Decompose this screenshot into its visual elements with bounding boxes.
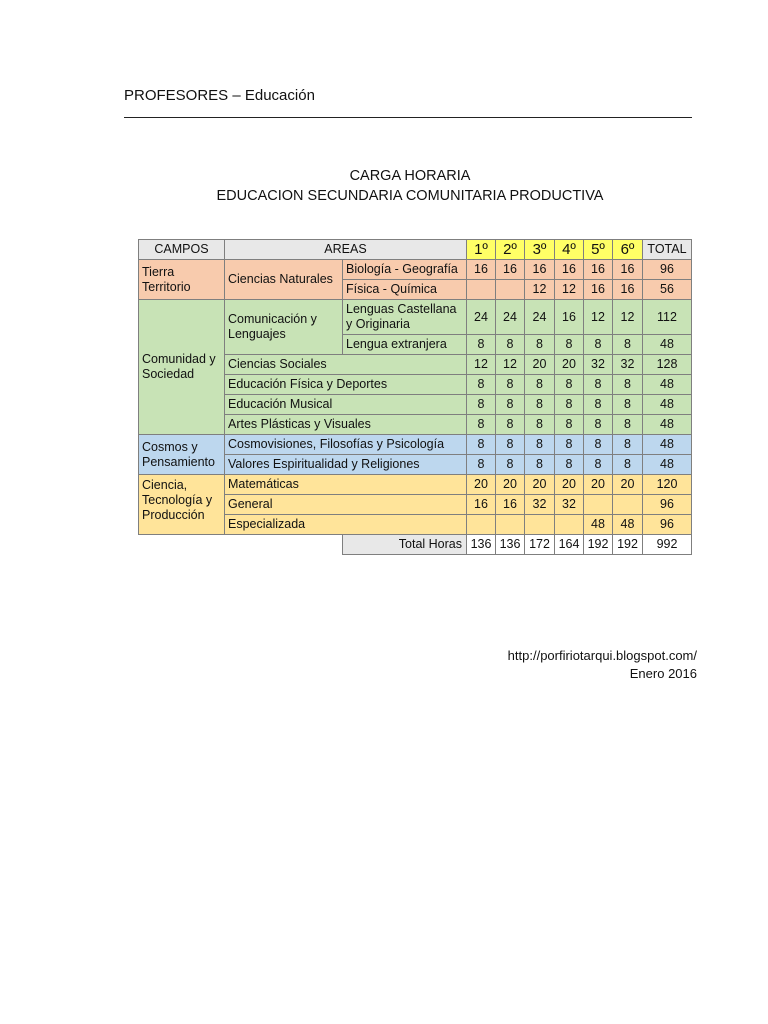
- row-total: 112: [643, 300, 692, 335]
- cell: 8: [613, 375, 643, 395]
- cell: 8: [525, 435, 555, 455]
- row-label: Biología - Geografía: [343, 260, 467, 280]
- cell: 20: [584, 475, 613, 495]
- table-row: [139, 260, 692, 280]
- cell: 8: [467, 395, 496, 415]
- cell: 16: [613, 280, 643, 300]
- header-row: [139, 240, 692, 260]
- page-header: PROFESORES – Educación: [124, 87, 315, 104]
- row-label: Ciencias Sociales: [225, 355, 467, 375]
- row-label: Educación Musical: [225, 395, 467, 415]
- header-grade-3: 3º: [525, 240, 555, 260]
- campo-ciencia: Ciencia, Tecnología y Producción: [139, 475, 225, 535]
- cell: 8: [584, 435, 613, 455]
- cell: 8: [555, 415, 584, 435]
- title-line-2: EDUCACION SECUNDARIA COMUNITARIA PRODUCTIVA: [216, 188, 604, 204]
- cell: 8: [613, 415, 643, 435]
- cell: [613, 495, 643, 515]
- cell: 8: [584, 455, 613, 475]
- cell: 48: [613, 515, 643, 535]
- table-row: [139, 475, 692, 495]
- row-label: Lengua extranjera: [343, 335, 467, 355]
- header-grade-5: 5º: [584, 240, 613, 260]
- row-total: 48: [643, 415, 692, 435]
- cell: 8: [496, 455, 525, 475]
- cell: 8: [496, 335, 525, 355]
- total-cell: 136: [467, 535, 496, 555]
- cell: 48: [584, 515, 613, 535]
- cell: [467, 515, 496, 535]
- row-total: 120: [643, 475, 692, 495]
- cell: 8: [525, 455, 555, 475]
- row-total: 96: [643, 260, 692, 280]
- blank-cell: [225, 535, 343, 555]
- header-areas: AREAS: [225, 240, 467, 260]
- cell: 8: [613, 435, 643, 455]
- cell: 8: [613, 395, 643, 415]
- row-label: Física - Química: [343, 280, 467, 300]
- row-total: 96: [643, 515, 692, 535]
- cell: 16: [555, 300, 584, 335]
- cell: 8: [496, 435, 525, 455]
- cell: 12: [555, 280, 584, 300]
- header-campos: CAMPOS: [139, 240, 225, 260]
- row-total: 48: [643, 395, 692, 415]
- cell: 8: [496, 395, 525, 415]
- campo-cosmos: Cosmos y Pensamiento: [139, 435, 225, 475]
- cell: 20: [555, 355, 584, 375]
- area-comunicacion: Comunicación y Lenguajes: [225, 300, 343, 355]
- footer-url: http://porfiriotarqui.blogspot.com/: [507, 648, 697, 663]
- cell: 16: [496, 495, 525, 515]
- cell: 20: [525, 475, 555, 495]
- total-cell: 172: [525, 535, 555, 555]
- table-row: [139, 435, 692, 455]
- cell: 8: [467, 415, 496, 435]
- row-total: 48: [643, 455, 692, 475]
- header-grade-6: 6º: [613, 240, 643, 260]
- cell: 12: [467, 355, 496, 375]
- cell: 16: [555, 260, 584, 280]
- cell: 20: [613, 475, 643, 495]
- cell: 8: [467, 335, 496, 355]
- cell: 8: [467, 375, 496, 395]
- table-row: [139, 300, 692, 335]
- row-label: Especializada: [225, 515, 467, 535]
- cell: 16: [496, 260, 525, 280]
- cell: 20: [525, 355, 555, 375]
- cell: 16: [584, 280, 613, 300]
- cell: 24: [467, 300, 496, 335]
- row-total: 56: [643, 280, 692, 300]
- cell: 8: [467, 435, 496, 455]
- cell: 20: [555, 475, 584, 495]
- cell: 8: [496, 415, 525, 435]
- cell: 32: [525, 495, 555, 515]
- header-rule: [124, 117, 692, 118]
- cell: 8: [525, 375, 555, 395]
- cell: 16: [467, 495, 496, 515]
- cell: 20: [467, 475, 496, 495]
- total-cell: 192: [584, 535, 613, 555]
- row-total: 96: [643, 495, 692, 515]
- cell: [584, 495, 613, 515]
- cell: 8: [467, 455, 496, 475]
- cell: 8: [584, 335, 613, 355]
- cell: [496, 280, 525, 300]
- header-total: TOTAL: [643, 240, 692, 260]
- cell: 12: [613, 300, 643, 335]
- cell: 8: [584, 415, 613, 435]
- cell: 8: [613, 455, 643, 475]
- cell: 16: [525, 260, 555, 280]
- total-cell: 192: [613, 535, 643, 555]
- cell: 16: [467, 260, 496, 280]
- row-total: 48: [643, 335, 692, 355]
- total-label: Total Horas: [343, 535, 467, 555]
- cell: 8: [584, 395, 613, 415]
- row-label: Matemáticas: [225, 475, 467, 495]
- cell: [467, 280, 496, 300]
- cell: 8: [525, 335, 555, 355]
- row-label: Cosmovisiones, Filosofías y Psicología: [225, 435, 467, 455]
- cell: 32: [613, 355, 643, 375]
- cell: 16: [584, 260, 613, 280]
- cell: 8: [555, 335, 584, 355]
- header-grade-4: 4º: [555, 240, 584, 260]
- row-label: General: [225, 495, 467, 515]
- cell: 8: [555, 395, 584, 415]
- row-label: Artes Plásticas y Visuales: [225, 415, 467, 435]
- cell: 12: [525, 280, 555, 300]
- total-cell: 136: [496, 535, 525, 555]
- row-label: Valores Espiritualidad y Religiones: [225, 455, 467, 475]
- total-row: [139, 535, 692, 555]
- campo-comunidad: Comunidad y Sociedad: [139, 300, 225, 435]
- footer-date: Enero 2016: [629, 666, 697, 681]
- row-total: 48: [643, 435, 692, 455]
- cell: 32: [584, 355, 613, 375]
- grand-total: 992: [643, 535, 692, 555]
- cell: 16: [613, 260, 643, 280]
- cell: 12: [584, 300, 613, 335]
- campo-tierra: Tierra Territorio: [139, 260, 225, 300]
- workload-table: [138, 239, 692, 555]
- header-grade-2: 2º: [496, 240, 525, 260]
- title-line-1: CARGA HORARIA: [349, 168, 471, 184]
- total-cell: 164: [555, 535, 584, 555]
- cell: 8: [525, 395, 555, 415]
- cell: [496, 515, 525, 535]
- cell: [525, 515, 555, 535]
- area-ciencias-naturales: Ciencias Naturales: [225, 260, 343, 300]
- cell: 8: [584, 375, 613, 395]
- cell: [555, 515, 584, 535]
- row-label: Educación Física y Deportes: [225, 375, 467, 395]
- row-total: 48: [643, 375, 692, 395]
- cell: 8: [555, 435, 584, 455]
- cell: 32: [555, 495, 584, 515]
- header-grade-1: 1º: [467, 240, 496, 260]
- blank-cell: [139, 535, 225, 555]
- cell: 20: [496, 475, 525, 495]
- row-total: 128: [643, 355, 692, 375]
- cell: 8: [496, 375, 525, 395]
- row-label: Lenguas Castellana y Originaria: [343, 300, 467, 335]
- cell: 8: [525, 415, 555, 435]
- cell: 8: [613, 335, 643, 355]
- cell: 24: [525, 300, 555, 335]
- cell: 24: [496, 300, 525, 335]
- cell: 8: [555, 455, 584, 475]
- cell: 8: [555, 375, 584, 395]
- cell: 12: [496, 355, 525, 375]
